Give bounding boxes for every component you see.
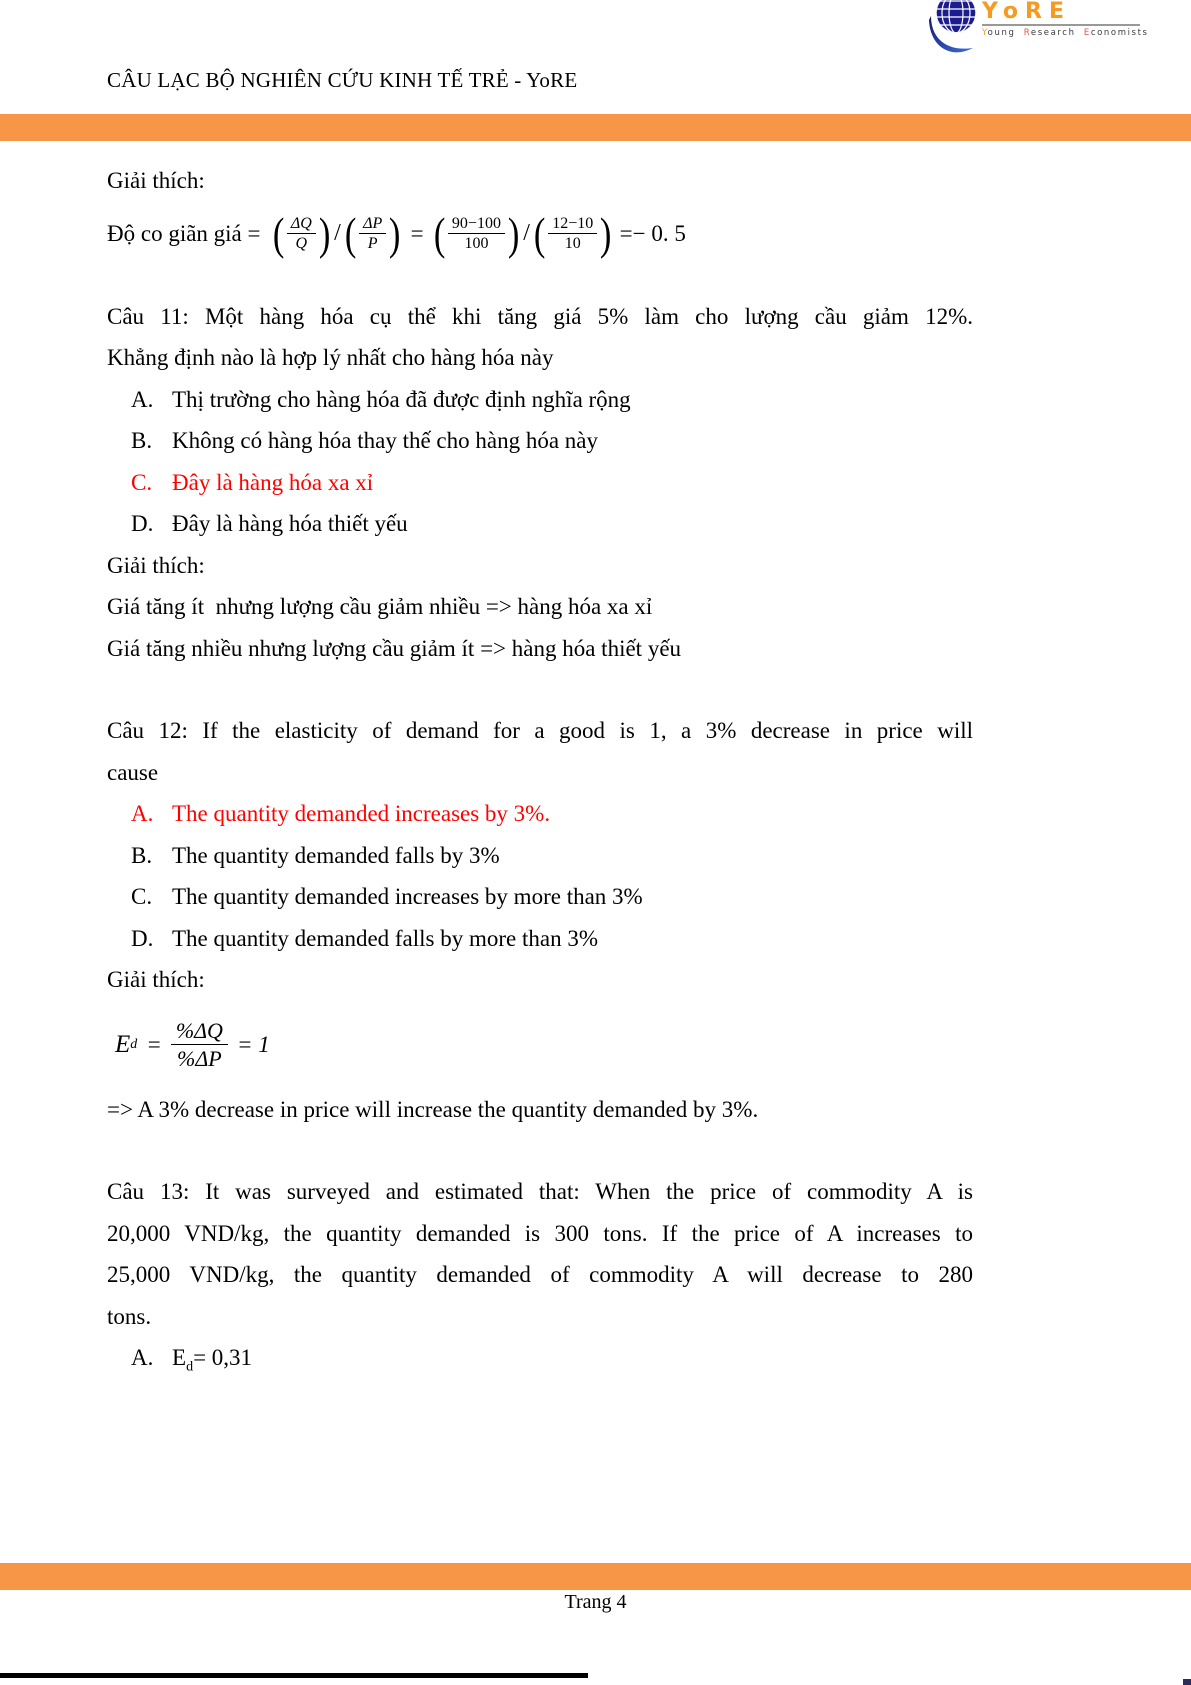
bottom-partial-rule: [0, 1673, 588, 1678]
q12-conclusion: => A 3% decrease in price will increase the quantity demanded by 3%.: [107, 1096, 759, 1122]
q12-option-a-answer: A. The quantity demanded increases by 3%.: [131, 801, 551, 826]
q11-option-a: A. Thị trường cho hàng hóa đã được định nghĩa rộng: [131, 386, 631, 412]
q11-explain-line2: Giá tăng nhiều nhưng lượng cầu giảm ít => hàng hóa thiết yếu: [107, 635, 682, 661]
q11-explain-label: Giải thích:: [107, 552, 205, 578]
q11-stem-line2: Khẳng định nào là hợp lý nhất cho hàng hóa này: [107, 345, 554, 370]
bottom-corner-mark: [1183, 1679, 1191, 1685]
page-number: Trang 4: [564, 1591, 627, 1613]
q11-option-b: B. Không có hàng hóa thay thế cho hàng hóa này: [131, 428, 599, 453]
q11-explain-line1: Giá tăng ít nhưng lượng cầu giảm nhiều => hàng hóa xa xỉ: [107, 594, 653, 619]
q12-option-c: C. The quantity demanded increases by more than 3%: [131, 884, 643, 909]
q13-stem-line3: 25,000 VND/kg, the quantity demanded of commodity A will decrease to 280: [107, 1262, 973, 1287]
header-club-name: CÂU LẠC BỘ NGHIÊN CỨU KINH TẾ TRẺ - YoRE: [107, 68, 578, 92]
ed-formula: E d = $\frac{\%\Delta Q}{\%\Delta P}$ = 1: [115, 1017, 270, 1071]
fraction-90-100: $\frac{90-100}{100}$: [448, 214, 505, 253]
globe-swoosh-icon: [928, 0, 982, 58]
top-accent-bar: [0, 114, 1191, 141]
formula-result: =− 0. 5: [619, 220, 686, 246]
q12-option-b: B. The quantity demanded falls by 3%: [131, 842, 500, 868]
ed-variable: E: [115, 1030, 131, 1058]
q12-explain-label: Giải thích:: [107, 967, 205, 992]
price-elasticity-formula: Độ co giãn giá = ( $\frac{\Delta Q}{Q}$ ) / ( $\frac{\Delta P}{P}$ ) = ( $\frac{90-100}{100}$ ) / ( $\frac{12-10}{10}$ ) =− 0. 5: [107, 207, 686, 259]
logo-divider: [982, 24, 1140, 26]
q13-stem-line2: 20,000 VND/kg, the quantity demanded is 300 tons. If the price of A increases to: [107, 1220, 973, 1246]
q13-option-a: A. $E_d= 0,31$: [131, 1345, 253, 1375]
fraction-dp-p: $\frac{\Delta P}{P}$: [359, 214, 386, 253]
yore-logo: [928, 0, 1149, 60]
fraction-12-10: $\frac{12-10}{10}$: [548, 214, 597, 253]
q11-option-c-answer: C. Đây là hàng hóa xa xỉ: [131, 469, 374, 495]
explain-label-1: Giải thích:: [107, 168, 205, 193]
logo-acronym: YoRE: [982, 0, 1071, 24]
q13-stem-line4: tons.: [107, 1303, 152, 1329]
q11-stem-line1: Câu 11: Một hàng hóa cụ thể khi tăng giá 5% làm cho lượng cầu giảm 12%.: [107, 303, 973, 329]
formula-lead: Độ co giãn giá =: [107, 220, 261, 246]
q12-stem-line2: cause: [107, 759, 159, 785]
q13-stem-line1: Câu 13: It was surveyed and estimated that: When the price of commodity A is: [107, 1179, 973, 1204]
q11-option-d: D. Đây là hàng hóa thiết yếu: [131, 511, 408, 536]
document-body: [107, 160, 973, 1388]
q12-stem-line1: Câu 12: If the elasticity of demand for a good is 1, a 3% decrease in price will: [107, 718, 973, 743]
q12-option-d: D. The quantity demanded falls by more than 3%: [131, 925, 599, 951]
footer-accent-bar: [0, 1563, 1191, 1590]
logo-subtitle: Young Research Economists: [982, 28, 1149, 38]
fraction-dq-q: $\frac{\Delta Q}{Q}$: [287, 214, 316, 253]
fraction-pctdq-pctdp: $\frac{\%\Delta Q}{\%\Delta P}$: [171, 1017, 228, 1073]
